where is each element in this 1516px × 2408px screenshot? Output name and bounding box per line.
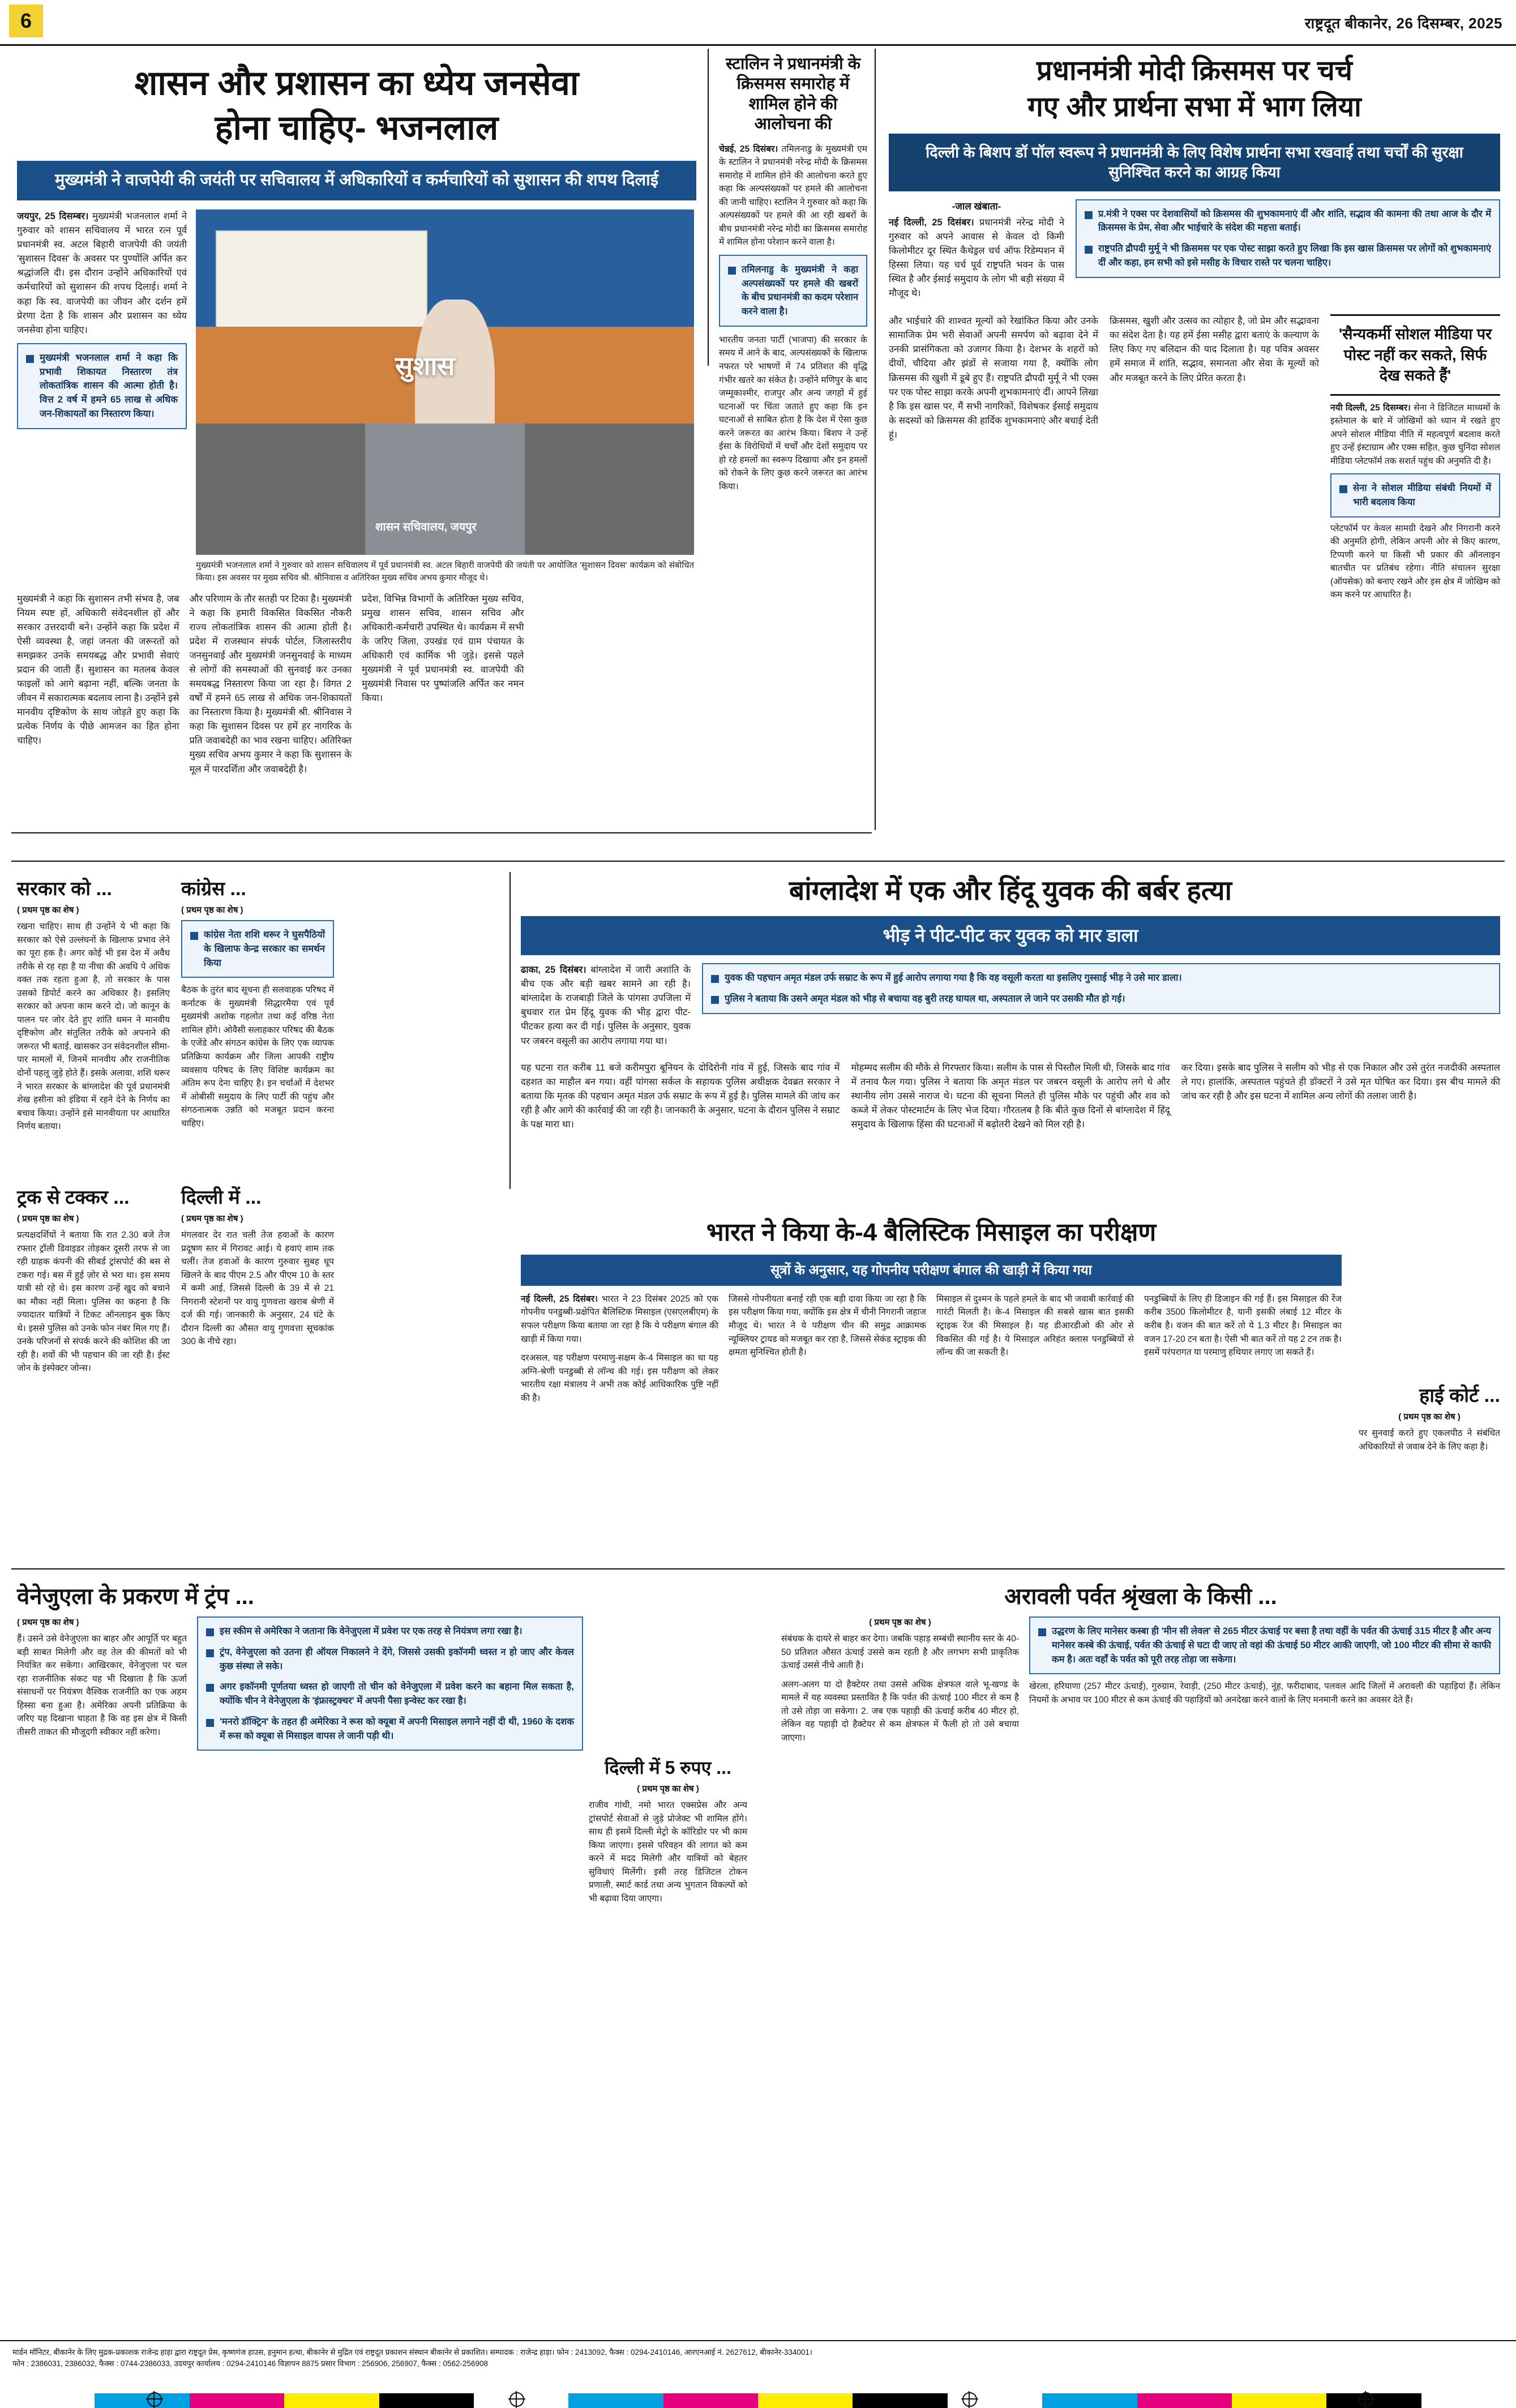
venezuela-title: वेनेजुएला के प्रकरण में ट्रंप ... xyxy=(17,1584,254,1609)
modi-bullet-box xyxy=(1076,199,1500,278)
lead-intro xyxy=(17,209,187,337)
bullet-square-icon xyxy=(1085,246,1093,254)
aravali-bullet-box xyxy=(1029,1616,1500,1674)
continued-sarkar xyxy=(17,875,170,1134)
continued-congress-title: कांग्रेस ... xyxy=(181,878,246,900)
continued-truck xyxy=(17,1183,170,1375)
aravali-title: अरावली पर्वत श्रृंखला के किसी ... xyxy=(1004,1584,1277,1609)
missile-col-4: पनडुब्बियों के लिए ही डिजाइन की गई हैं। इस मिसाइल की रेंज करीब 3500 किलोमीटर है, यानी इसकी लंबाई 12 मीटर के करीब है। वजन की बात करें तो ये 1.3 मीटर है। मिसाइल का वजन 17-20 टन बता है। ऐसी भी बात करें तो यह 2 टन तक है। इसमें परंपरागत या परमाणु हथियार लगाए जा सकते हैं। xyxy=(1144,1294,1342,1358)
bullet-square-icon xyxy=(206,1684,214,1692)
bullet-square-icon xyxy=(728,267,736,275)
continued-congress-note: ( प्रथम पृष्ठ का शेष ) xyxy=(181,905,243,915)
continued-congress-bullet-box xyxy=(181,920,334,978)
lead-story xyxy=(17,62,696,777)
missile-dateline: नई दिल्ली, 25 दिसंबर। xyxy=(521,1294,598,1304)
army-quote-body: प्लेटफॉर्म पर केवल सामग्री देखने और निगरानी करने की अनुमति होगी, लेकिन अपनी ओर से किए कारण, टिप्पणी करने या किसी भी प्रकार की ऑनलाइन बातचीत पर प्रतिबंध रहेगा। नीति संचालन सुरक्षा (ऑपसेक) को बनाए रखने और इस क्षेत्र में जोखिम को कम करने पर आधारित है। xyxy=(1330,523,1500,600)
bangladesh-intro-text: बांग्लादेश में जारी अशांति के बीच एक और बड़ी खबर सामने आ रही है। बांग्लादेश के राजबाड़ी जिले के पांगसा उपजिला में बुधवार रात प्रेम हिंदू युवक की भीड़ द्वारा पीट-पीटकर हत्या कर दी गई। पुलिस के अनुसार, युवक पर जबरन वसूली का आरोप लगाया गया था। xyxy=(521,965,691,1046)
bullet-square-icon xyxy=(1085,211,1093,219)
modi-byline: -जाल खंबाता- xyxy=(952,200,1001,212)
paper-name-date: राष्ट्रदूत बीकानेर, 26 दिसम्बर, 2025 xyxy=(1304,15,1502,32)
continued-congress xyxy=(181,875,334,1130)
army-quote-bullet-box xyxy=(1330,473,1500,517)
bullet-square-icon xyxy=(1339,485,1347,493)
continued-delhi-fare-title: दिल्ली में 5 रुपए ... xyxy=(605,1757,731,1778)
bullet-square-icon xyxy=(206,1719,214,1727)
page-number: 6 xyxy=(20,9,32,32)
modi-intro xyxy=(889,216,1064,301)
cmyk-color-bar xyxy=(0,2393,1516,2408)
aravali-text-2: अलग-अलग या दो हैक्टेयर तथा उससे अधिक क्षेत्रफल वाले भू-खण्ड के मामले में यह व्यवस्था प्रस्तावित है कि पर्वत की ऊंचाई 100 मीटर से कम है तो उसे तोड़ा जा सकेगा। 2. जब एक पहाड़ी की ऊंचाई करीब 40 मीटर हो, लेकिन वह पहाड़ी दो हैक्टेयर से कम क्षेत्रफल में फैली हो तो उसे बचाया जाएगा। xyxy=(781,1679,1019,1743)
bangladesh-bullet-1: युवक की पहचान अमृत मंडल उर्फ सम्राट के रूप में हुई आरोप लगाया गया है कि वह वसूली करता था इसलिए गुस्साई भीड़ ने उसे मार डाला। xyxy=(725,973,1182,983)
section-divider xyxy=(11,861,1505,862)
continued-delhi-title: दिल्ली में ... xyxy=(181,1187,262,1208)
continued-delhi-fare-note: ( प्रथम पृष्ठ का शेष ) xyxy=(637,1784,699,1794)
missile-col-1: दरअसल, यह परीक्षण परमाणु-सक्षम के-4 मिसाइल का था यह अग्नि-श्रेणी पनडुब्बी से लॉन्च की गई। इस परीक्षण को लेकर भारतीय रक्षा मंत्रालय ने अभी तक कोई आधिकारिक पुष्टि नहीं की है। xyxy=(521,1353,718,1403)
footer-line-1: मार्डन मॉनिटर, बीकानेर के लिए मुद्रक-प्रकाशक राजेन्द्र हाड़ा द्वारा राष्ट्रदूत प्रेस, कृष्णगंज हाउस, हनुमान हत्था, बीकानेर से मुद्रित एवं राष्ट्रदूत प्रकाशन संस्थान बीकानेर से प्रकाशित। सम्पादक : राजेन्द्र हाड़ा। फोन : 2413092, फैक्स : 0294-2410146, आरएनआई नं. 2627612, बीकानेर-334001। xyxy=(12,2348,812,2356)
lead-subhead-band: मुख्यमंत्री ने वाजपेयी की जयंती पर सचिवालय में अधिकारियों व कर्मचारियों को सुशासन की शपथ दिलाई xyxy=(17,161,696,200)
continued-truck-title: ट्रक से टक्कर ... xyxy=(17,1187,130,1208)
modi-headline-line2: गए और प्रार्थना सभा में भाग लिया xyxy=(1027,91,1361,122)
bullet-square-icon xyxy=(711,975,719,983)
registration-mark xyxy=(147,2392,162,2407)
bangladesh-headline: बांग्लादेश में एक और हिंदू युवक की बर्बर हत्या xyxy=(789,876,1232,906)
missile-story xyxy=(521,1217,1342,1410)
aravali-text-3: खेरला, हरियाणा (257 मीटर ऊंचाई), गुरुग्राम, रेवाड़ी, (250 मीटर ऊंचाई), नूंह, फरीदाबाद, पलवल आदि जिलों में अरावली की पहाड़ियां हैं। लेकिन नियमों के अभाव पर 100 मीटर से कम ऊंचाई की पहाड़ियों को अनदेखा करने वालों के लिए मनमानी करने का अवसर देते हैं। xyxy=(1029,1682,1500,1705)
venezuela-bullet-1: इस स्कीम से अमेरिका ने जताना कि वेनेजुएला में प्रवेश पर एक तरह से नियंत्रण लगा रखा है। xyxy=(220,1626,523,1636)
bullet-square-icon xyxy=(26,355,34,363)
lead-headline-line2: होना चाहिए- भजनलाल xyxy=(215,109,499,147)
lead-col-4 xyxy=(534,592,697,777)
column-divider xyxy=(875,49,876,830)
continued-sarkar-title: सरकार को ... xyxy=(17,878,112,900)
aravali-text-1: संबंधक के दायरे से बाहर कर देगा। जबकि पहाड़ सम्बंधी स्थानीय स्तर के 40-50 प्रतिशत औसत ऊंचाई उससे कम रहती है और लगभग सभी प्राकृतिक ऊंचाई उससे नीचे आती है। xyxy=(781,1634,1019,1671)
modi-bullet-1: प्र.मंत्री ने एक्स पर देशवासियों को क्रिसमस की शुभकामनाएं दीं और शांति, सद्भाव की कामना की तथा आज के दौर में क्रिसमस के प्रेम, सेवा और भाईचारे के संदेश की महत्ता बताई। xyxy=(1098,208,1491,233)
venezuela-bullet-2: ट्रंप, वेनेजुएला को उतना ही ऑयल निकालने ने देंगे, जिससे उसकी इकॉनमी ध्वस्त न हो जाए और केवल कुछ संस्था ले सके। xyxy=(220,1646,574,1671)
footer-line-2: फोन : 2386031, 2386032, फैक्स : 0744-2386033, उदयपुर कार्यालय : 0294-2410146 विज्ञापन 8875 प्रसार विभाग : 256906, 256907, फैक्स : 0562-256908 xyxy=(12,2359,489,2368)
continued-truck-text: प्रत्यक्षदर्शियों ने बताया कि रात 2.30 बजे तेज रफ्तार ट्रॉली डिवाइडर तोड़कर दूसरी तरफ से जा रही ग्राहक कंपनी की सीबर्ड ट्रांसपोर्ट की बस से टकरा गई। बस में हुई ज़ोर से भरा था। इस समय यात्री सो रहे थे। इस कारण उन्हें खुद को बचाने का मौका नहीं मिला। पुलिस का कहना है कि ज्यादातर यात्रियों ने टिकट ऑनलाइन बुक किए थे। इससे पुलिस को उनके फोन नंबर मिल गए हैं। उनके परिजनों से संपर्क करने की कोशिश की जा रही है। शवों की भी पहचान की जा रही है। ईस्ट जोन के इंस्पेक्टर जोन्स। xyxy=(17,1230,170,1374)
venezuela-bullet-box xyxy=(197,1616,583,1751)
lead-intro-text: मुख्यमंत्री भजनलाल शर्मा ने गुरुवार को शासन सचिवालय में भारत रत्न पूर्व प्रधानमंत्री स्व. अटल बिहारी वाजपेयी की जयंती 'सुशासन दिवस' के अवसर पर पुण्योंलि अर्पित कर श्रद्धांजलि दी। इस दौरान उन्होंने अधिकारियों एवं कर्मचारियों को सुशासन की शपथ दिलाई। शर्मा ने कहा कि स्व. वाजपेयी का जीवन और दर्शन हमें प्रेरणा देता है कि शासन और प्रशासन का ध्येय जनसेवा होना चाहिए। xyxy=(17,211,187,335)
bangladesh-dateline: ढाका, 25 दिसंबर। xyxy=(521,965,586,976)
stalin-intro-text: तमिलनाडु के मुख्यमंत्री एम के स्टालिन ने प्रधानमंत्री नरेन्द्र मोदी के क्रिसमस समारोह में शामिल होने की आलोचना करते हुए कहा कि अल्पसंख्यकों पर हमले की आलोचना की जानी चाहिए। स्टालिन ने गुरुवार को कहा कि अल्पसंख्यकों पर हमले की आ रही खबरों के बीच प्रधानमंत्री नरेन्द्र मोदी का क्रिसमस समारोह में शामिल होना परेशान करने वाला है। xyxy=(719,144,867,247)
lead-photo-caption: मुख्यमंत्री भजनलाल शर्मा ने गुरुवार को शासन सचिवालय में पूर्व प्रधानमंत्री स्व. अटल बिहारी वाजपेयी की जयंती पर आयोजित 'सुशासन दिवस' कार्यक्रम को संबोधित किया। इस अवसर पर मुख्य सचिव श्री. श्रीनिवास व अतिरिक्त मुख्य सचिव अभय कुमार मौजूद थे। xyxy=(196,561,694,583)
bangladesh-col-2: मोहम्मद सलीम की मौके से गिरफ्तार किया। सलीम के पास से पिस्तौल मिली थी, जिसके बाद गांव में तनाव फैल गया। पुलिस ने बताया कि अमृत मंडल पर जबरन वसूली के आरोप लगे थे और स्थानीय लोग उससे नाराज थे। घटना की सूचना मिलते ही पुलिस मौके पर पहुंची और शव को कब्जे में लेकर पोस्टमार्टम के लिए भेज दिया। गौरतलब है कि बीते कुछ दिनों से बांग्लादेश में हिंदू समुदाय के खिलाफ हिंसा की घटनाओं में बढ़ोतरी देखने को मिल रही है। xyxy=(851,1062,1170,1130)
venezuela-note: ( प्रथम पृष्ठ का शेष ) xyxy=(17,1618,79,1627)
modi-subhead-band: दिल्ली के बिशप डॉ पॉल स्वरूप ने प्रधानमंत्री के लिए विशेष प्रार्थना सभा रखवाई तथा चर्चों की सुरक्षा सुनिश्चित करने का आग्रह किया xyxy=(889,134,1500,191)
missile-headline: भारत ने किया के-4 बैलिस्टिक मिसाइल का परीक्षण xyxy=(706,1218,1157,1246)
bullet-square-icon xyxy=(1038,1628,1046,1636)
continued-delhi-note: ( प्रथम पृष्ठ का शेष ) xyxy=(181,1214,243,1224)
continued-delhi-fare xyxy=(589,1755,747,1905)
lead-bullet-text: मुख्यमंत्री भजनलाल शर्मा ने कहा कि प्रभावी शिकायत निस्तारण तंत्र लोकतांत्रिक शासन की आत्मा होती है। वित्त 2 वर्ष में हमने 65 लाख से अधिक जन-शिकायतों का निस्तारण किया। xyxy=(40,352,178,419)
continued-congress-text: बैठक के तुरंत बाद सूचना ही सलवाहक परिषद में कर्नाटक के मुख्यमंत्री सिद्धारमैया एवं पूर्व मुख्यमंत्री अशोक गहलोत तथा कई वरिष्ठ नेता शामिल होंगे। ओवैसी सलाहकार परिषद की बैठक के एजेंडे और संगठन कांग्रेस के लिए एक व्यापक प्रतिक्रिया कार्यक्रम और जिला आपकी राष्ट्रीय व्यवसाय परिषद के लिए विशिष्ट कार्यक्रम का अंतिम रूप देना चाहिए है। इन चर्चाओं में देशभर में ओबीसी समुदाय के लिए पार्टी की पहुंच और संगठनात्मक उन्नति को मजबूत प्रदान करना चाहिए। xyxy=(181,985,334,1128)
lead-col-3: प्रदेश, विभिन्न विभागों के अतिरिक्त मुख्य सचिव, प्रमुख शासन सचिव, शासन सचिव और अधिकारी-कर्मचारी उपस्थित थे। कार्यक्रम में सभी के जरिए जिला, उपखंड एवं ग्राम पंचायत के अधिकारी एवं कार्मिक भी जुड़े। इससे पहले मुख्यमंत्री ने पूर्व प्रधानमंत्री स्व. वाजपेयी की मुख्यमंत्री निवास पर पुष्पांजलि अर्पित कर नमन किया। xyxy=(362,593,524,704)
stalin-headline: स्टालिन ने प्रधानमंत्री के क्रिसमस समारोह में शामिल होने की आलोचना की xyxy=(725,55,861,134)
continued-delhi-fare-text: राजीव गांधी, नमो भारत एक्सप्रेस और अन्य ट्रांसपोर्ट सेवाओं से जुड़े प्रोजेक्ट भी शामिल होंगे। साथ ही इसमें दिल्ली मेट्रो के कॉरिडोर पर भी काम किया जाएगा। इससे परिवहन की लागत को कम करने में मदद मिलेगी और यात्रियों को बेहतर सुविधाएं मिलेंगी। इसी तरह डिजिटल टोकन प्रणाली, स्मार्ट कार्ड तथा अन्य भुगतान विकल्पों को भी बढ़ावा दिया जाएगा। xyxy=(589,1800,747,1904)
photo-location-text: शासन सचिवालय, जयपुर xyxy=(375,521,477,534)
lead-col-1: मुख्यमंत्री ने कहा कि सुशासन तभी संभव है, जब नियम स्पष्ट हों, अधिकारी संवेदनशील हों और सरकार उत्तरदायी बने। उन्होंने कहा कि प्रदेश में ऐसी व्यवस्था है, जहां जनता की जरूरतों को समझकर उनके समयबद्ध और प्रभावी सेवाएं प्रदान की जाती हैं। सुशासन का मतलब केवल फाइलों को आगे बढ़ाना नहीं, बल्कि जनता के जीवन में सकारात्मक बदलाव लाना है। उन्होंने इसे मानवीय दृष्टिकोण के साथ जोड़ते हुए कहा कि प्रत्येक निर्णय के पीछे आमजन का हित होना चाहिए। xyxy=(17,593,179,746)
bullet-square-icon xyxy=(206,1628,214,1636)
army-quote-bullet: सेना ने सोशल मीडिया संबंधी नियमों में भारी बदलाव किया xyxy=(1353,483,1491,507)
army-quote-intro xyxy=(1330,401,1500,468)
stalin-story xyxy=(719,54,867,493)
venezuela-bullet-3: अगर इकॉनमी पूर्णतया ध्वस्त हो जाएगी तो चीन को वेनेजुएला में प्रवेश करने का बहाना मिल सकता है, क्योंकि चीन ने वेनेजुएला के 'इंफ्रास्ट्रक्चर' में अपनी पैसा इन्वेस्ट कर रखा है। xyxy=(220,1682,574,1706)
venezuela-story xyxy=(17,1580,583,1751)
lead-photo xyxy=(196,209,694,555)
stalin-intro xyxy=(719,143,867,249)
aravali-story xyxy=(781,1580,1500,1744)
modi-story xyxy=(889,54,1500,602)
army-quote-text: सेना ने डिजिटल माध्यमों के इस्तेमाल के बारे में जोखिमों को ध्यान में रखते हुए अपने सोशल मीडिया नीति में महत्वपूर्ण बदलाव करते हुए उन्हें इंस्टाग्राम और एक्स सहित, कुछ चुनिंदा सोशल मीडिया प्लेटफॉर्म तक सशर्त पहुंच की अनुमति दी है। xyxy=(1330,403,1500,466)
section-divider xyxy=(11,1568,1505,1569)
venezuela-text: हैं। उसने उसे वेनेजुएला का बाहर और आपूर्ति पर बहुत बड़ी साबत मिलेगी और वह तेल की कीमतों को भी नियंत्रित कर सकेगा। आखिरकार, वेनेजुएला पर चल रहा राजनीतिक संकट यह भी दिखाता है कि ऊर्जा संसाधनों पर नियंत्रण वैश्विक राजनीति का एक अहम हिस्सा बना हुआ है। अमेरिका अपनी प्रतिक्रिया के जरिए यह दिखाना चाहता है कि वह इस क्षेत्र में किसी तीसरी ताकत की मौजूदगी स्वीकार नहीं करेगा। xyxy=(17,1634,187,1737)
photo-overlay-text: सुशास xyxy=(395,351,455,381)
missile-col-2: जिससे गोपनीयता बनाई रही एक बड़ी दावा किया जा रहा है कि इस परीक्षण किया गया, क्योंकि इस क्षेत्र में चीनी निगरानी जहाज मौजूद थे। भारत ने ये परीक्षण चीन की समुद्र आक्रामक न्यूक्लियर ट्रायड को मजबूत कर रहा है, जिससे सेकंड स्ट्राइक की क्षमता सुनिश्चित होती है। xyxy=(729,1294,926,1358)
page-number-badge xyxy=(9,5,43,37)
continued-highcourt-note: ( प्रथम पृष्ठ का शेष ) xyxy=(1398,1412,1461,1422)
venezuela-bullet-4: 'मनरो डॉक्ट्रिन' के तहत ही अमेरिका ने रूस को क्यूबा में अपनी मिसाइल लगाने नहीं दी थी, 1960 के दशक में रूस को क्यूबा से मिसाइल वापस ले जानी पड़ी थी। xyxy=(220,1716,574,1741)
continued-congress-kicker: कांग्रेस नेता शशि थरूर ने घुसपैठियों के खिलाफ केन्द्र सरकार का समर्थन किया xyxy=(204,930,325,968)
continued-sarkar-note: ( प्रथम पृष्ठ का शेष ) xyxy=(17,905,79,915)
aravali-note: ( प्रथम पृष्ठ का शेष ) xyxy=(869,1618,931,1627)
modi-col-a: और भाईचारे की शाश्वत मूल्यों को रेखांकित किया और उनके सामाजिक प्रेम भरी सेवाओं अपनी समर्पण को बढ़ावा देने में उनकी प्रासंगिकता को उजागर किया है। देशभर के शहरों को दीयों, चौदिया और झंडों से सजाया गया है, क्योंकि लोग क्रिसमस की खुशी में डूबे हुए हैं। राष्ट्रपति द्रौपदी मुर्मू ने भी एक्स पर एक पोस्ट साझा करके अपनी शुभकामनाएं दीं। आपने लिखा है कि इस खास पर, मैं सभी नागरिकों, विशेषकर ईसाई समुदाय के सदस्यों को क्रिसमस की हार्दिक शुभकामनाएं और बधाई देती हूं। xyxy=(889,316,1098,440)
stalin-dateline: चेन्नई, 25 दिसंबर। xyxy=(719,144,778,154)
registration-mark xyxy=(509,2392,524,2407)
bangladesh-col-1: यह घटना रात करीब 11 बजे करीमपुरा बूनियन के दोदिरोनी गांव में हुई, जिसके बाद गांव में दहशत का माहौल बन गया। वहीं पांगसा सर्कल के सहायक पुलिस अधीक्षक देवब्रत सरकार ने बताया कि मृतक की पहचान अमृत मंडल उर्फ सम्राट के रूप में हुई है। पुलिस मामले की जांच कर रही है और आगे की कार्रवाई की जा रही है। जानकारी के अनुसार, घटना के दौरान पुलिस ने सम्राट के पक्ष मारा था। xyxy=(521,1062,840,1130)
modi-intro-text: प्रधानमंत्री नरेन्द्र मोदी ने गुरुवार को अपने आवास से केवल दो किमी किलोमीटर दूर स्थित कैथेड्रल चर्च ऑफ रिडेम्पशन में हिस्सा लिया। यह चर्च पूर्व राष्ट्रपति भवन के पास स्थित है और ईसाई समुदाय के लोग भी बड़ी संख्या में मौजूद थे। xyxy=(889,217,1064,299)
bullet-square-icon xyxy=(190,932,198,940)
column-divider xyxy=(708,49,709,366)
bullet-square-icon xyxy=(206,1649,214,1657)
continued-delhi xyxy=(181,1183,334,1349)
continued-highcourt-title: हाई कोर्ट ... xyxy=(1419,1385,1500,1406)
lead-col-2: और परिणाम के तौर सतही पर टिका है। मुख्यमंत्री ने कहा कि हमारी विकसित विकसित नौकरी राज्य लोकतांत्रिक शासन की आत्मा होती है। प्रदेश में राजस्थान संपर्क पोर्टल, जिलास्तरीय जनसुनवाई और मुख्यमंत्री जनसुनवाई के माध्यम से लोगों की समस्याओं की सुनवाई कर उनका समयबद्ध निस्तारण किया जा रहा है। विगत 2 वर्षों में हमने 65 लाख से अधिक जन-शिकायतों का निस्तारण किया है। मुख्यमंत्री श्री. श्रीनिवास ने कहा कि सुशासन दिवस पर हमें हर नागरिक के प्रति जवाबदेही का भाव रखना चाहिए। अतिरिक्त मुख्य सचिव अभय कुमार ने कहा कि सुशासन के मूल में पारदर्शिता और जवाबदेही है। xyxy=(189,593,352,775)
army-quote-dateline: नयी दिल्ली, 25 दिसम्बर। xyxy=(1330,403,1411,413)
bangladesh-intro xyxy=(521,963,691,1048)
lead-dateline: जयपुर, 25 दिसम्बर। xyxy=(17,211,89,222)
bangladesh-band: भीड़ ने पीट-पीट कर युवक को मार डाला xyxy=(521,916,1500,956)
missile-lead-text: भारत ने 23 दिसंबर 2025 को एक गोपनीय पनडुब्बी-प्रक्षेपित बैलिस्टिक मिसाइल (एसएलबीएम) के सफल परीक्षण किया बताया जा रहा है कि ये परीक्षण बंगाल की खाड़ी में किया गया। xyxy=(521,1294,718,1344)
modi-bullet-2: राष्ट्रपति द्रौपदी मुर्मू ने भी क्रिसमस पर एक पोस्ट साझा करते हुए लिखा कि इस खास क्रिसमस पर लोगों को शुभकामनाएं दीं और कहा, हम सभी को इसे मसीह के विचार रास्ते पर चलना चाहिए। xyxy=(1098,243,1491,268)
continued-delhi-text: मंगलवार देर रात चली तेज हवाओं के कारण प्रदूषण स्तर में गिरावट आई। ये हवाएं शाम तक चलीं। तेज हवाओं के कारण गुरुवार सुबह धूप खिलने के बाद पीएम 2.5 और पीएम 10 के स्तर में कमी आई, जिससे दिल्ली के 39 में से 21 निगरानी स्टेशनों पर वायु गुणवत्ता खराब श्रेणी में दर्ज की गई। जानकारी के अनुसार, 24 घंटे के दौरान दिल्ली का औसत वायु गुणवत्ता सूचकांक 300 के नीचे रहा। xyxy=(181,1230,334,1347)
masthead xyxy=(0,0,1516,46)
continued-sarkar-text: रखना चाहिए। साथ ही उन्होंने ये भी कहा कि सरकार को ऐसे उल्लंघनों के खिलाफ प्रभाव लेने का पूरा हक है। अगर कोई भी इस देश में अवैध तरीके से रह रहा है या नीचा की अवधि पे अधिक वक्त तक रहता हुआ है, तो सरकार के पास उसको डिपोर्ट करने का अधिकार है। इसलिए सरकार को अपना काम करने दो। जो कानून के पालन पर जोर देते हुए शांति थमन ने मानवीय दृष्टिकोण और संतुलित तरीके को अपनाने की जरूरत भी बताई, खासकर उन संवेदनशील सीमा-पार मामलों में, जिनमें मानवीय और राजनीतिक दोनों पहलू जुड़े होते हैं। इसके अलावा, शशि थरूर ने भारत सरकार के बांग्लादेश की पूर्व प्रधानमंत्री शेख हसीना को इंडिया में रहने देने के निर्णय का बचाव किया। उन्होंने इसे मानवीयता पर आधारित निर्णय बताया। xyxy=(17,922,170,1132)
continued-highcourt-text: पर सुनवाई करते हुए एकलपीठ ने संबंधित अधिकारियों से जवाब देने के लिए कहा है। xyxy=(1359,1428,1500,1452)
army-social-media-quote: 'सैन्यकर्मी सोशल मीडिया पर पोस्ट नहीं कर सकते, सिर्फ देख सकते हैं' xyxy=(1330,314,1500,395)
modi-dateline: नई दिल्ली, 25 दिसंबर। xyxy=(889,217,974,228)
column-divider xyxy=(509,872,511,1189)
missile-band: सूत्रों के अनुसार, यह गोपनीय परीक्षण बंगाल की खाड़ी में किया गया xyxy=(521,1255,1342,1286)
stalin-body: भारतीय जनता पार्टी (भाजपा) की सरकार के समय में आने के बाद, अल्पसंख्यकों के खिलाफ नफरत परे भाषणों में 74 प्रतिशत की वृद्धि गंभीर खतरे का संकेत है। उन्होंने मणिपुर के बाद जम्मूकाश्मीर, राजपुर और अन्य जगहों में हुई घटनाओं पर चिंता जताते हुए कहा कि इन घटनाओं से साबित होता है कि देश में ऐसा कुछ करने जरूरत का आरंभ किया। बिशप ने उन्हें ईसा के विरोधियों में चर्चों और देशों समुदाय पर हो रहे हमलों का स्वरूप दिखाया और इन हमलों को रोकने के लिए कुछ करने जरूरत का आरंभ किया। xyxy=(719,335,867,491)
lead-bullet-box xyxy=(17,343,187,429)
registration-mark xyxy=(1359,2392,1373,2407)
lead-headline-line1: शासन और प्रशासन का ध्येय जनसेवा xyxy=(134,64,579,102)
stalin-bullet-text: तमिलनाडु के मुख्यमंत्री ने कहा अल्पसंख्यकों पर हमले की खबरों के बीच प्रधानमंत्री का कदम परेशान करने वाला है। xyxy=(742,264,858,317)
bangladesh-col-3: कर दिया। इसके बाद पुलिस ने सलीम को भीड़ से एक निकाल और उसे तुरंत नजदीकी अस्पताल ले गए। हालांकि, अस्पताल पहुंचते ही डॉक्टरों ने उसे मृत घोषित कर दिया। इस बीच मामले की जांच कर रही है और इस घटना में शामिल अन्य लोगों की तलाश जारी है। xyxy=(1181,1062,1500,1101)
registration-mark xyxy=(962,2392,977,2407)
continued-highcourt xyxy=(1359,1382,1500,1453)
bangladesh-story xyxy=(521,875,1500,1132)
aravali-bullet-1: उद्धरण के लिए मानेसर कस्बा ही 'मीन सी लेवल' से 265 मीटर ऊंचाई पर बसा है तथा वहीं के पर्वत की ऊंचाई 315 मीटर है और अन्य मानेसर कस्बे की ऊंचाई, पर्वत की ऊंचाई से घटा दी जाए तो वहां की ऊंचाई 50 मीटर आकी जाएगी, जो 100 मीटर की सीमा से काफी कम है। अतः वहाँ के पर्वत को पूरी तरह तोड़ा जा सकेगा। xyxy=(1052,1626,1491,1665)
missile-col-0 xyxy=(521,1293,718,1410)
stalin-bullet-box xyxy=(719,255,867,327)
bangladesh-bullet-2: पुलिस ने बताया कि उसने अमृत मंडल को भीड़ से बचाया वह बुरी तरह घायल था, अस्पताल ले जाने पर उसकी मौत हो गई। xyxy=(725,993,1125,1004)
photo-podium xyxy=(365,424,525,555)
bangladesh-bullet-box xyxy=(702,963,1500,1014)
section-divider xyxy=(11,832,872,833)
missile-col-3: मिसाइल से दुश्मन के पहले हमले के बाद भी जवाबी कार्रवाई की गारंटी मिलती है। के-4 मिसाइल की सबसे खास बात इसकी स्ट्राइक रेंज की मिसाइल है। यह डीआरडीओ की ओर से विकसित की गई है। ये मिसाइल अरिहंत क्लास पनडुब्बियों से लॉन्च की जा सकती है। xyxy=(936,1294,1134,1358)
continued-truck-note: ( प्रथम पृष्ठ का शेष ) xyxy=(17,1214,79,1224)
bullet-square-icon xyxy=(711,996,719,1004)
modi-col-b: क्रिसमस, खुशी और उत्सव का त्योहार है, जो प्रेम और सद्भावना का संदेश देता है। यह हमें ईसा मसीह द्वारा बताएं के कल्याण के लिए किए गए बलिदान की याद दिलाता है। यह पवित्र अवसर हमें समाज में शांति, सद्भाव, समानता और सेवा के मूल्यों को और मजबूत करने के लिए प्रेरित करता है। xyxy=(1110,316,1319,383)
modi-headline-line1: प्रधानमंत्री मोदी क्रिसमस पर चर्च xyxy=(1036,55,1353,86)
